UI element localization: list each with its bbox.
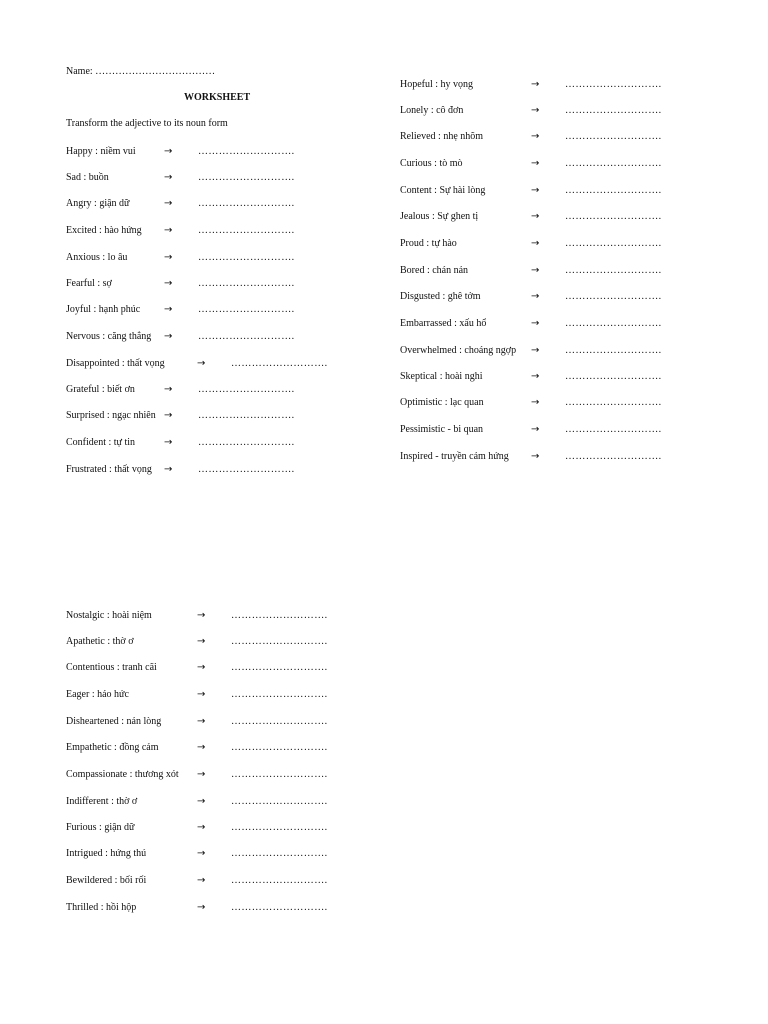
arrow-icon: → (164, 198, 173, 209)
arrow-icon: → (164, 172, 173, 183)
exercise-item: Disgusted : ghê tởm (400, 291, 481, 302)
arrow-icon: → (164, 225, 173, 236)
exercise-item: Disheartened : nản lòng (66, 716, 162, 727)
answer-blank: ………………………. (198, 410, 295, 421)
answer-blank: ………………………. (198, 464, 295, 475)
exercise-item: Inspired - truyền cảm hứng (400, 451, 509, 462)
exercise-item: Furious : giận dữ (66, 822, 135, 833)
instruction-text: Transform the adjective to its noun form (66, 118, 228, 129)
answer-blank: ………………………. (565, 397, 662, 408)
exercise-item: Curious : tò mò (400, 158, 463, 169)
exercise-item: Joyful : hạnh phúc (66, 304, 141, 315)
answer-blank: ………………………. (231, 636, 328, 647)
exercise-item: Confident : tự tin (66, 437, 136, 448)
answer-blank: ………………………. (565, 185, 662, 196)
answer-blank: ………………………. (565, 424, 662, 435)
arrow-icon: → (531, 131, 540, 142)
arrow-icon: → (531, 105, 540, 116)
exercise-item: Bored : chán nản (400, 265, 469, 276)
exercise-item: Nervous : căng thẳng (66, 331, 152, 342)
arrow-icon: → (531, 291, 540, 302)
exercise-item: Anxious : lo âu (66, 252, 128, 263)
exercise-item: Lonely : cô đơn (400, 105, 464, 116)
arrow-icon: → (164, 331, 173, 342)
exercise-item: Happy : niềm vui (66, 146, 136, 157)
arrow-icon: → (531, 158, 540, 169)
exercise-item: Grateful : biết ơn (66, 384, 135, 395)
answer-blank: ………………………. (565, 238, 662, 249)
arrow-icon: → (197, 796, 206, 807)
arrow-icon: → (164, 464, 173, 475)
answer-blank: ………………………. (565, 79, 662, 90)
exercise-item: Frustrated : thất vọng (66, 464, 152, 475)
arrow-icon: → (531, 397, 540, 408)
answer-blank: ………………………. (565, 105, 662, 116)
arrow-icon: → (197, 742, 206, 753)
answer-blank: ………………………. (198, 172, 295, 183)
answer-blank: ………………………. (231, 822, 328, 833)
exercise-item: Overwhelmed : choáng ngợp (400, 345, 517, 356)
arrow-icon: → (164, 146, 173, 157)
answer-blank: ………………………. (198, 331, 295, 342)
answer-blank: ………………………. (565, 291, 662, 302)
exercise-item: Pessimistic - bi quan (400, 424, 484, 435)
arrow-icon: → (164, 437, 173, 448)
arrow-icon: → (531, 318, 540, 329)
arrow-icon: → (197, 902, 206, 913)
arrow-icon: → (531, 345, 540, 356)
answer-blank: ………………………. (565, 451, 662, 462)
exercise-item: Proud : tự hào (400, 238, 457, 249)
exercise-item: Jealous : Sự ghen tị (400, 211, 479, 222)
arrow-icon: → (164, 384, 173, 395)
answer-blank: ………………………. (231, 875, 328, 886)
answer-blank: ………………………. (231, 358, 328, 369)
exercise-item: Eager : háo hức (66, 689, 129, 700)
arrow-icon: → (531, 238, 540, 249)
exercise-item: Optimistic : lạc quan (400, 397, 484, 408)
answer-blank: ………………………. (198, 278, 295, 289)
exercise-item: Fearful : sợ (66, 278, 112, 289)
arrow-icon: → (197, 875, 206, 886)
exercise-item: Disappointed : thất vọng (66, 358, 165, 369)
exercise-item: Nostalgic : hoài niệm (66, 610, 152, 621)
answer-blank: ………………………. (565, 371, 662, 382)
answer-blank: ………………………. (198, 437, 295, 448)
arrow-icon: → (531, 265, 540, 276)
answer-blank: ………………………. (565, 158, 662, 169)
exercise-item: Relieved : nhẹ nhõm (400, 131, 484, 142)
answer-blank: ………………………. (231, 610, 328, 621)
arrow-icon: → (531, 79, 540, 90)
arrow-icon: → (197, 610, 206, 621)
exercise-item: Embarrassed : xấu hổ (400, 318, 487, 329)
arrow-icon: → (197, 662, 206, 673)
name-field-label: Name: ……………………………… (66, 66, 216, 77)
arrow-icon: → (197, 848, 206, 859)
arrow-icon: → (531, 451, 540, 462)
arrow-icon: → (531, 371, 540, 382)
answer-blank: ………………………. (231, 662, 328, 673)
exercise-item: Angry : giận dữ (66, 198, 130, 209)
arrow-icon: → (164, 252, 173, 263)
exercise-item: Bewildered : bối rối (66, 875, 147, 886)
arrow-icon: → (197, 689, 206, 700)
answer-blank: ………………………. (231, 716, 328, 727)
exercise-item: Skeptical : hoài nghi (400, 371, 483, 382)
answer-blank: ………………………. (565, 211, 662, 222)
arrow-icon: → (197, 769, 206, 780)
exercise-item: Compassionate : thương xót (66, 769, 179, 780)
exercise-item: Empathetic : đồng cảm (66, 742, 159, 753)
arrow-icon: → (164, 304, 173, 315)
exercise-item: Contentious : tranh cãi (66, 662, 157, 673)
arrow-icon: → (531, 185, 540, 196)
arrow-icon: → (531, 424, 540, 435)
exercise-item: Excited : hào hứng (66, 225, 142, 236)
exercise-item: Intrigued : hứng thú (66, 848, 147, 859)
answer-blank: ………………………. (198, 304, 295, 315)
answer-blank: ………………………. (231, 796, 328, 807)
answer-blank: ………………………. (198, 252, 295, 263)
exercise-item: Content : Sự hài lòng (400, 185, 486, 196)
arrow-icon: → (197, 636, 206, 647)
answer-blank: ………………………. (198, 384, 295, 395)
exercise-item: Thrilled : hồi hộp (66, 902, 137, 913)
arrow-icon: → (197, 358, 206, 369)
answer-blank: ………………………. (231, 742, 328, 753)
arrow-icon: → (164, 410, 173, 421)
answer-blank: ………………………. (198, 198, 295, 209)
answer-blank: ………………………. (231, 689, 328, 700)
arrow-icon: → (164, 278, 173, 289)
exercise-item: Surprised : ngạc nhiên (66, 410, 156, 421)
exercise-item: Hopeful : hy vọng (400, 79, 474, 90)
answer-blank: ………………………. (231, 902, 328, 913)
answer-blank: ………………………. (198, 146, 295, 157)
exercise-item: Sad : buồn (66, 172, 109, 183)
answer-blank: ………………………. (231, 848, 328, 859)
arrow-icon: → (197, 716, 206, 727)
exercise-item: Indifferent : thờ ơ (66, 796, 138, 807)
exercise-item: Apathetic : thờ ơ (66, 636, 134, 647)
answer-blank: ………………………. (565, 318, 662, 329)
answer-blank: ………………………. (565, 131, 662, 142)
arrow-icon: → (197, 822, 206, 833)
answer-blank: ………………………. (231, 769, 328, 780)
arrow-icon: → (531, 211, 540, 222)
answer-blank: ………………………. (198, 225, 295, 236)
answer-blank: ………………………. (565, 265, 662, 276)
worksheet-title: WORKSHEET (184, 92, 251, 103)
answer-blank: ………………………. (565, 345, 662, 356)
